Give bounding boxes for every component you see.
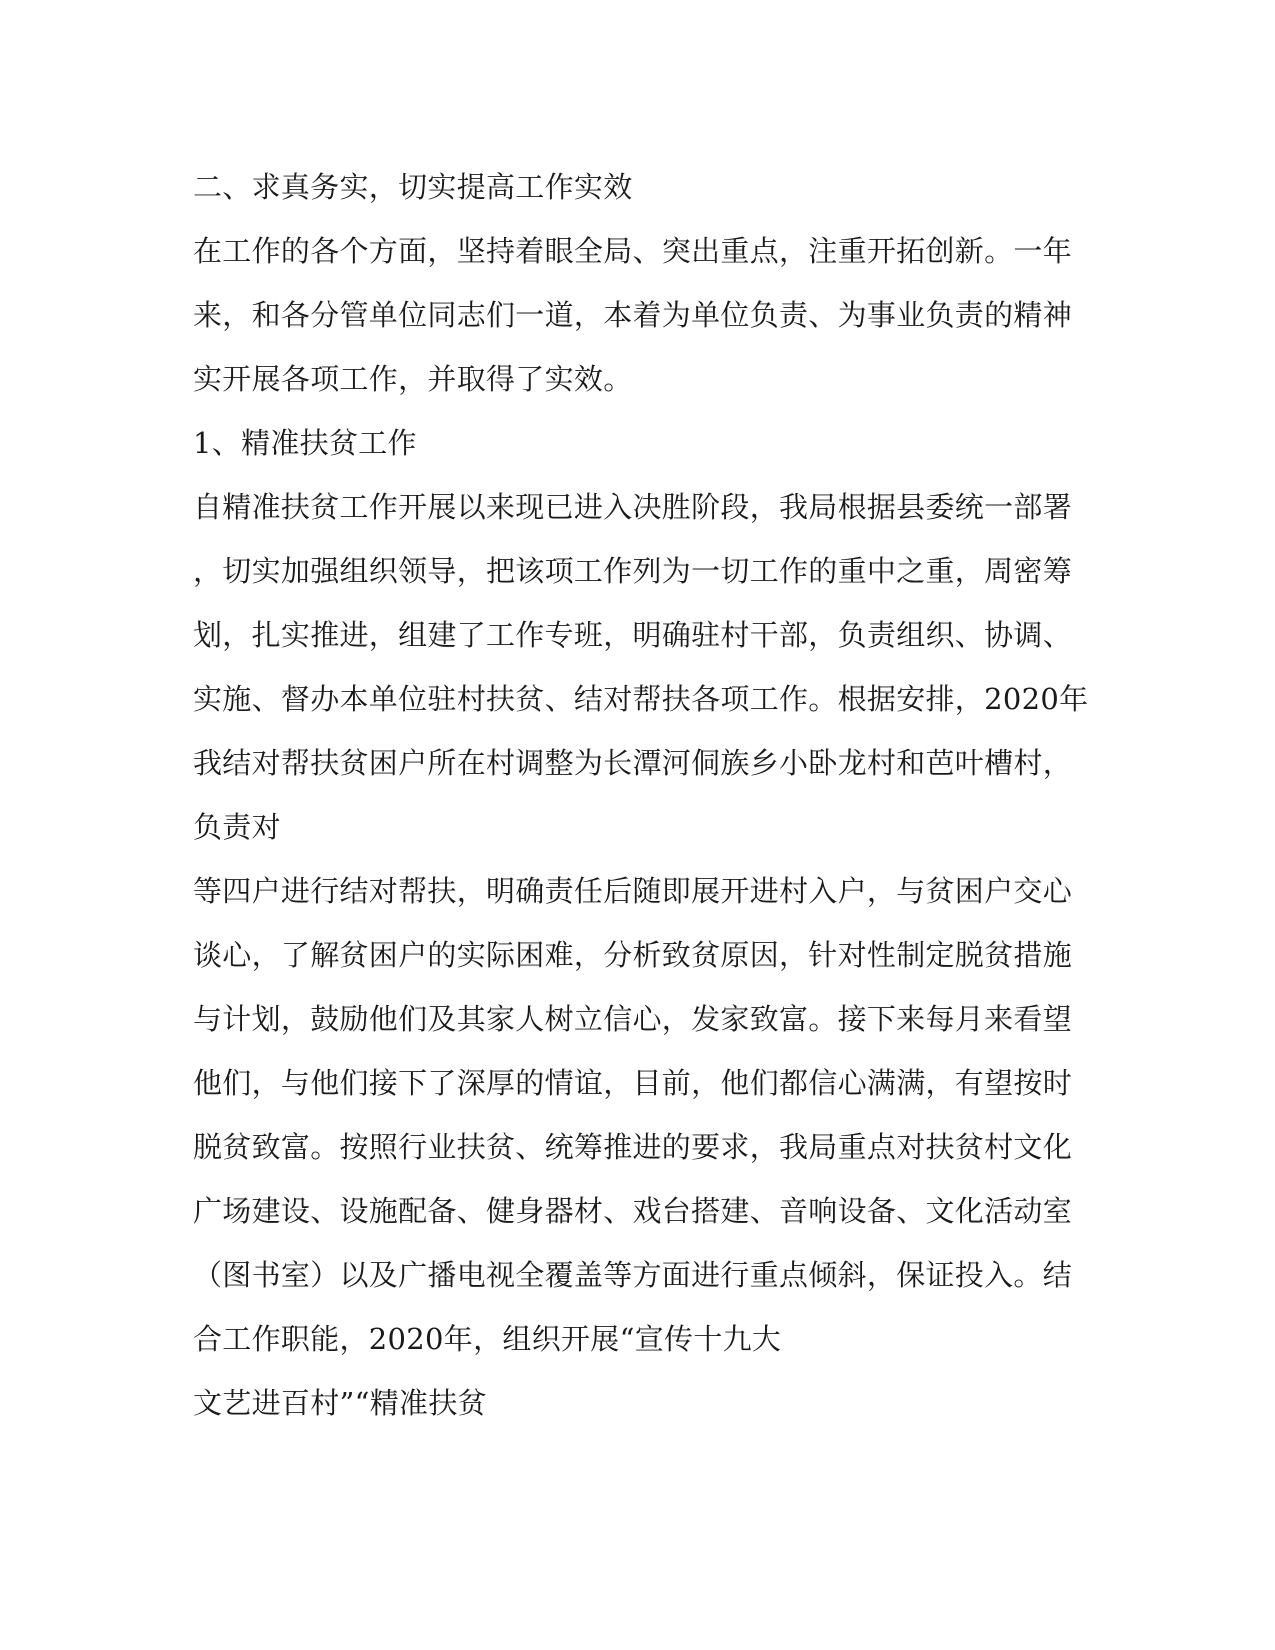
paragraph-line: 与计划，鼓励他们及其家人树立信心，发家致富。接下来每月来看望 [193, 1002, 1073, 1036]
paragraph-line: 谈心，了解贫困户的实际困难，分析致贫原因，针对性制定脱贫措施 [193, 938, 1073, 972]
paragraph-line: 实施、督办本单位驻村扶贫、结对帮扶各项工作。根据安排，2020年 [193, 682, 1089, 716]
paragraph-line: 文艺进百村”“精准扶贫 [193, 1386, 487, 1420]
paragraph-line: 脱贫致富。按照行业扶贫、统筹推进的要求，我局重点对扶贫村文化 [193, 1130, 1073, 1164]
paragraph-line: 自精准扶贫工作开展以来现已进入决胜阶段，我局根据县委统一部署 [193, 490, 1073, 524]
paragraph-line: 负责对 [193, 810, 281, 844]
document-body [193, 155, 1089, 1435]
paragraph-line: 我结对帮扶贫困户所在村调整为长潭河侗族乡小卧龙村和芭叶槽村， [193, 746, 1073, 780]
paragraph-line: 来，和各分管单位同志们一道，本着为单位负责、为事业负责的精神 [193, 298, 1073, 332]
section-heading: 二、求真务实，切实提高工作实效 [193, 170, 633, 204]
subsection-heading: 1、精准扶贫工作 [193, 426, 417, 460]
paragraph-line: 划，扎实推进，组建了工作专班，明确驻村干部，负责组织、协调、 [193, 618, 1073, 652]
paragraph-line: 等四户进行结对帮扶，明确责任后随即展开进村入户，与贫困户交心 [193, 874, 1073, 908]
paragraph-line: ，切实加强组织领导，把该项工作列为一切工作的重中之重，周密筹 [193, 554, 1073, 588]
paragraph-line: （图书室）以及广播电视全覆盖等方面进行重点倾斜，保证投入。结 [193, 1258, 1073, 1292]
paragraph-line: 实开展各项工作，并取得了实效。 [193, 362, 633, 396]
paragraph-line: 他们，与他们接下了深厚的情谊，目前，他们都信心满满，有望按时 [193, 1066, 1073, 1100]
paragraph-line: 合工作职能，2020年，组织开展“宣传十九大 [193, 1322, 782, 1356]
paragraph-line: 广场建设、设施配备、健身器材、戏台搭建、音响设备、文化活动室 [193, 1194, 1073, 1228]
paragraph-line: 在工作的各个方面，坚持着眼全局、突出重点，注重开拓创新。一年 [193, 234, 1073, 268]
